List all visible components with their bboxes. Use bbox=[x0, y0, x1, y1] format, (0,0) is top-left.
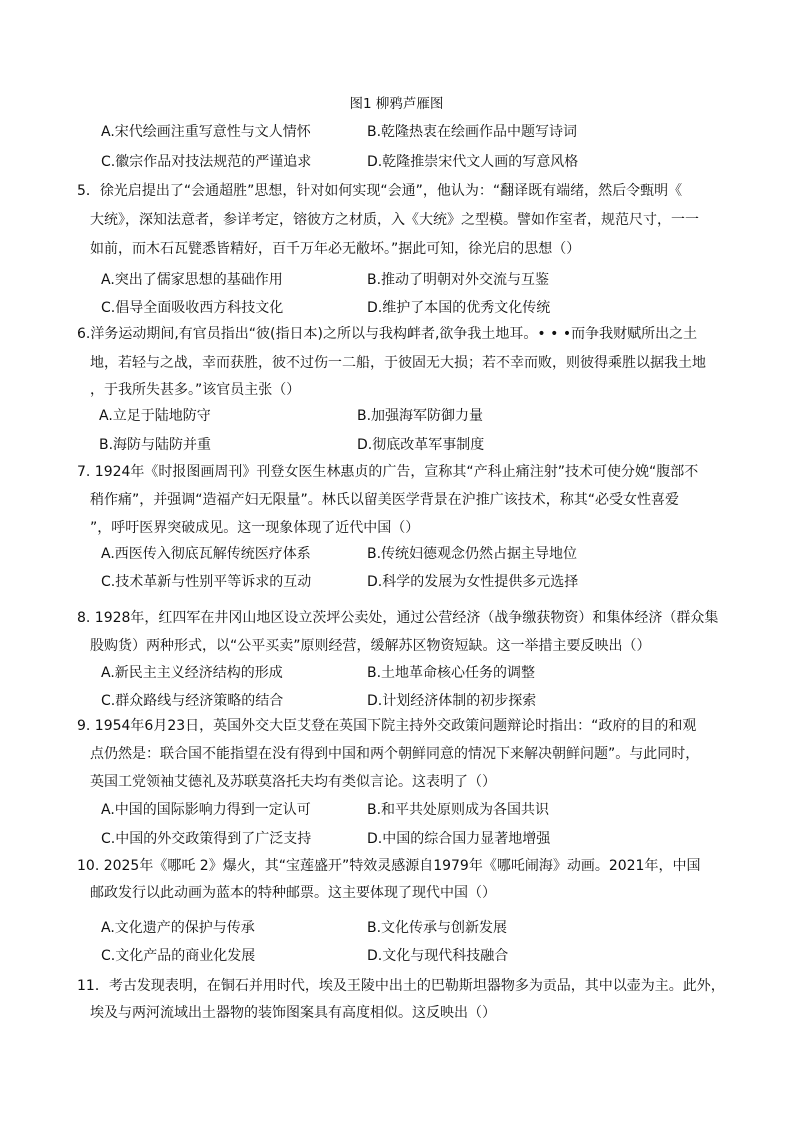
q7-option-c: C.技术革新与性别平等诉求的互动 bbox=[101, 574, 312, 590]
q7-option-b: B.传统妇德观念仍然占据主导地位 bbox=[367, 546, 578, 562]
q8-stem-line-2: 股购货）两种形式，以“公平买卖”原则经营，缓解苏区物资短缺。这一举措主要反映出（） bbox=[90, 638, 651, 654]
q8-option-b: B.土地革命核心任务的调整 bbox=[367, 665, 536, 681]
q4-option-b: B.乾隆热衷在绘画作品中题写诗词 bbox=[367, 124, 578, 140]
q4-option-d: D.乾隆推崇宋代文人画的写意风格 bbox=[367, 154, 579, 170]
q6-stem-line-1: 6.洋务运动期间,有官员指出“彼(指日本)之所以与我构衅者,欲争我土地耳。• • •而争我财赋所出之土 bbox=[77, 326, 698, 342]
q5-stem-line-2: 大统》，深知法意者，参详考定，镕彼方之材质，入《大统》之型模。譬如作室者，规范尺寸，一一 bbox=[90, 212, 699, 228]
q7-option-d: D.科学的发展为女性提供多元选择 bbox=[367, 574, 579, 590]
q5-stem-line-3: 如前，而木石瓦甓悉皆精好，百千万年必无敝坏。”据此可知，徐光启的思想（） bbox=[90, 241, 581, 257]
q8-option-d: D.计划经济体制的初步探索 bbox=[367, 693, 537, 709]
q8-option-a: A.新民主主义经济结构的形成 bbox=[101, 665, 283, 681]
q10-option-b: B.文化传承与创新发展 bbox=[367, 920, 508, 936]
q11-stem-line-1: 11．考古发现表明，在铜石并用时代，埃及王陵中出土的巴勒斯坦器物多为贡品，其中以壶为主。此外， bbox=[77, 978, 725, 994]
q7-stem-line-3: ”，呼吁医界突破成见。这一现象体现了近代中国（） bbox=[90, 520, 420, 536]
q9-stem-line-2: 点仍然是：联合国不能指望在没有得到中国和两个朝鲜同意的情况下来解决朝鲜问题”。与此同时， bbox=[90, 746, 700, 762]
q5-stem-line-1: 5．徐光启提出了“会通超胜”思想，针对如何实现“会通”，他认为：“翻译既有端绪，然后令甄明《 bbox=[77, 183, 683, 199]
q7-stem-line-2: 稍作痛”，并强调“造福产妇无限量”。林氏以留美医学背景在沪推广该技术，称其“必受女性喜爱 bbox=[90, 492, 680, 508]
q6-option-c: B.海防与陆防并重 bbox=[99, 437, 212, 453]
q7-option-a: A.西医传入彻底瓦解传统医疗体系 bbox=[101, 546, 311, 562]
figure-caption: 图1 柳鸦芦雁图 bbox=[349, 96, 444, 112]
q8-option-c: C.群众路线与经济策略的结合 bbox=[101, 693, 284, 709]
q9-stem-line-1: 9. 1954年6月23日，英国外交大臣艾登在英国下院主持外交政策问题辩论时指出：“政府的目的和观 bbox=[77, 718, 697, 734]
q10-option-a: A.文化遗产的保护与传承 bbox=[101, 920, 255, 936]
q10-option-d: D.文化与现代科技融合 bbox=[367, 948, 509, 964]
q7-stem-line-1: 7. 1924年《时报图画周刊》刊登女医生林惠贞的广告，宣称其“产科止痛注射”技术可使分娩“腹部不 bbox=[77, 464, 699, 480]
q9-option-c: C.中国的外交政策得到了广泛支持 bbox=[101, 831, 312, 847]
q5-option-b: B.推动了明朝对外交流与互鉴 bbox=[367, 272, 550, 288]
q10-stem-line-1: 10. 2025年《哪吒 2》爆火，其“宝莲盛开”特效灵感源自1979年《哪吒闹海》动画。2021年，中国 bbox=[77, 858, 701, 874]
q6-option-a: A.立足于陆地防守 bbox=[99, 408, 211, 424]
q6-option-b: B.加强海军防御力量 bbox=[357, 408, 484, 424]
q6-stem-line-2: 地，若轻与之战，幸而获胜，彼不过伤一二船，于彼固无大损；若不幸而败，则彼得乘胜以据我土地 bbox=[90, 355, 706, 371]
q5-option-c: C.倡导全面吸收西方科技文化 bbox=[101, 300, 284, 316]
q11-stem-line-2: 埃及与两河流域出土器物的装饰图案具有高度相似。这反映出（） bbox=[90, 1005, 496, 1021]
q9-stem-line-3: 英国工党领袖艾德礼及苏联莫洛托夫均有类似言论。这表明了（） bbox=[90, 774, 496, 790]
q5-option-d: D.维护了本国的优秀文化传统 bbox=[367, 300, 551, 316]
q9-option-b: B.和平共处原则成为各国共识 bbox=[367, 802, 550, 818]
q4-option-c: C.徽宗作品对技法规范的严谨追求 bbox=[101, 154, 312, 170]
q8-stem-line-1: 8. 1928年，红四军在井冈山地区设立茨坪公卖处，通过公营经济（战争缴获物资）和集体经济（群众集 bbox=[77, 610, 719, 626]
q6-option-d: D.彻底改革军事制度 bbox=[357, 437, 485, 453]
q10-option-c: C.文化产品的商业化发展 bbox=[101, 948, 256, 964]
q5-option-a: A.突出了儒家思想的基础作用 bbox=[101, 272, 283, 288]
q4-option-a: A.宋代绘画注重写意性与文人情怀 bbox=[101, 124, 311, 140]
q10-stem-line-2: 邮政发行以此动画为蓝本的特种邮票。这主要体现了现代中国（） bbox=[90, 885, 496, 901]
q9-option-d: D.中国的综合国力显著地增强 bbox=[367, 831, 551, 847]
q6-stem-line-3: ，于我所失甚多。”该官员主张（） bbox=[90, 382, 301, 398]
q9-option-a: A.中国的国际影响力得到一定认可 bbox=[101, 802, 311, 818]
